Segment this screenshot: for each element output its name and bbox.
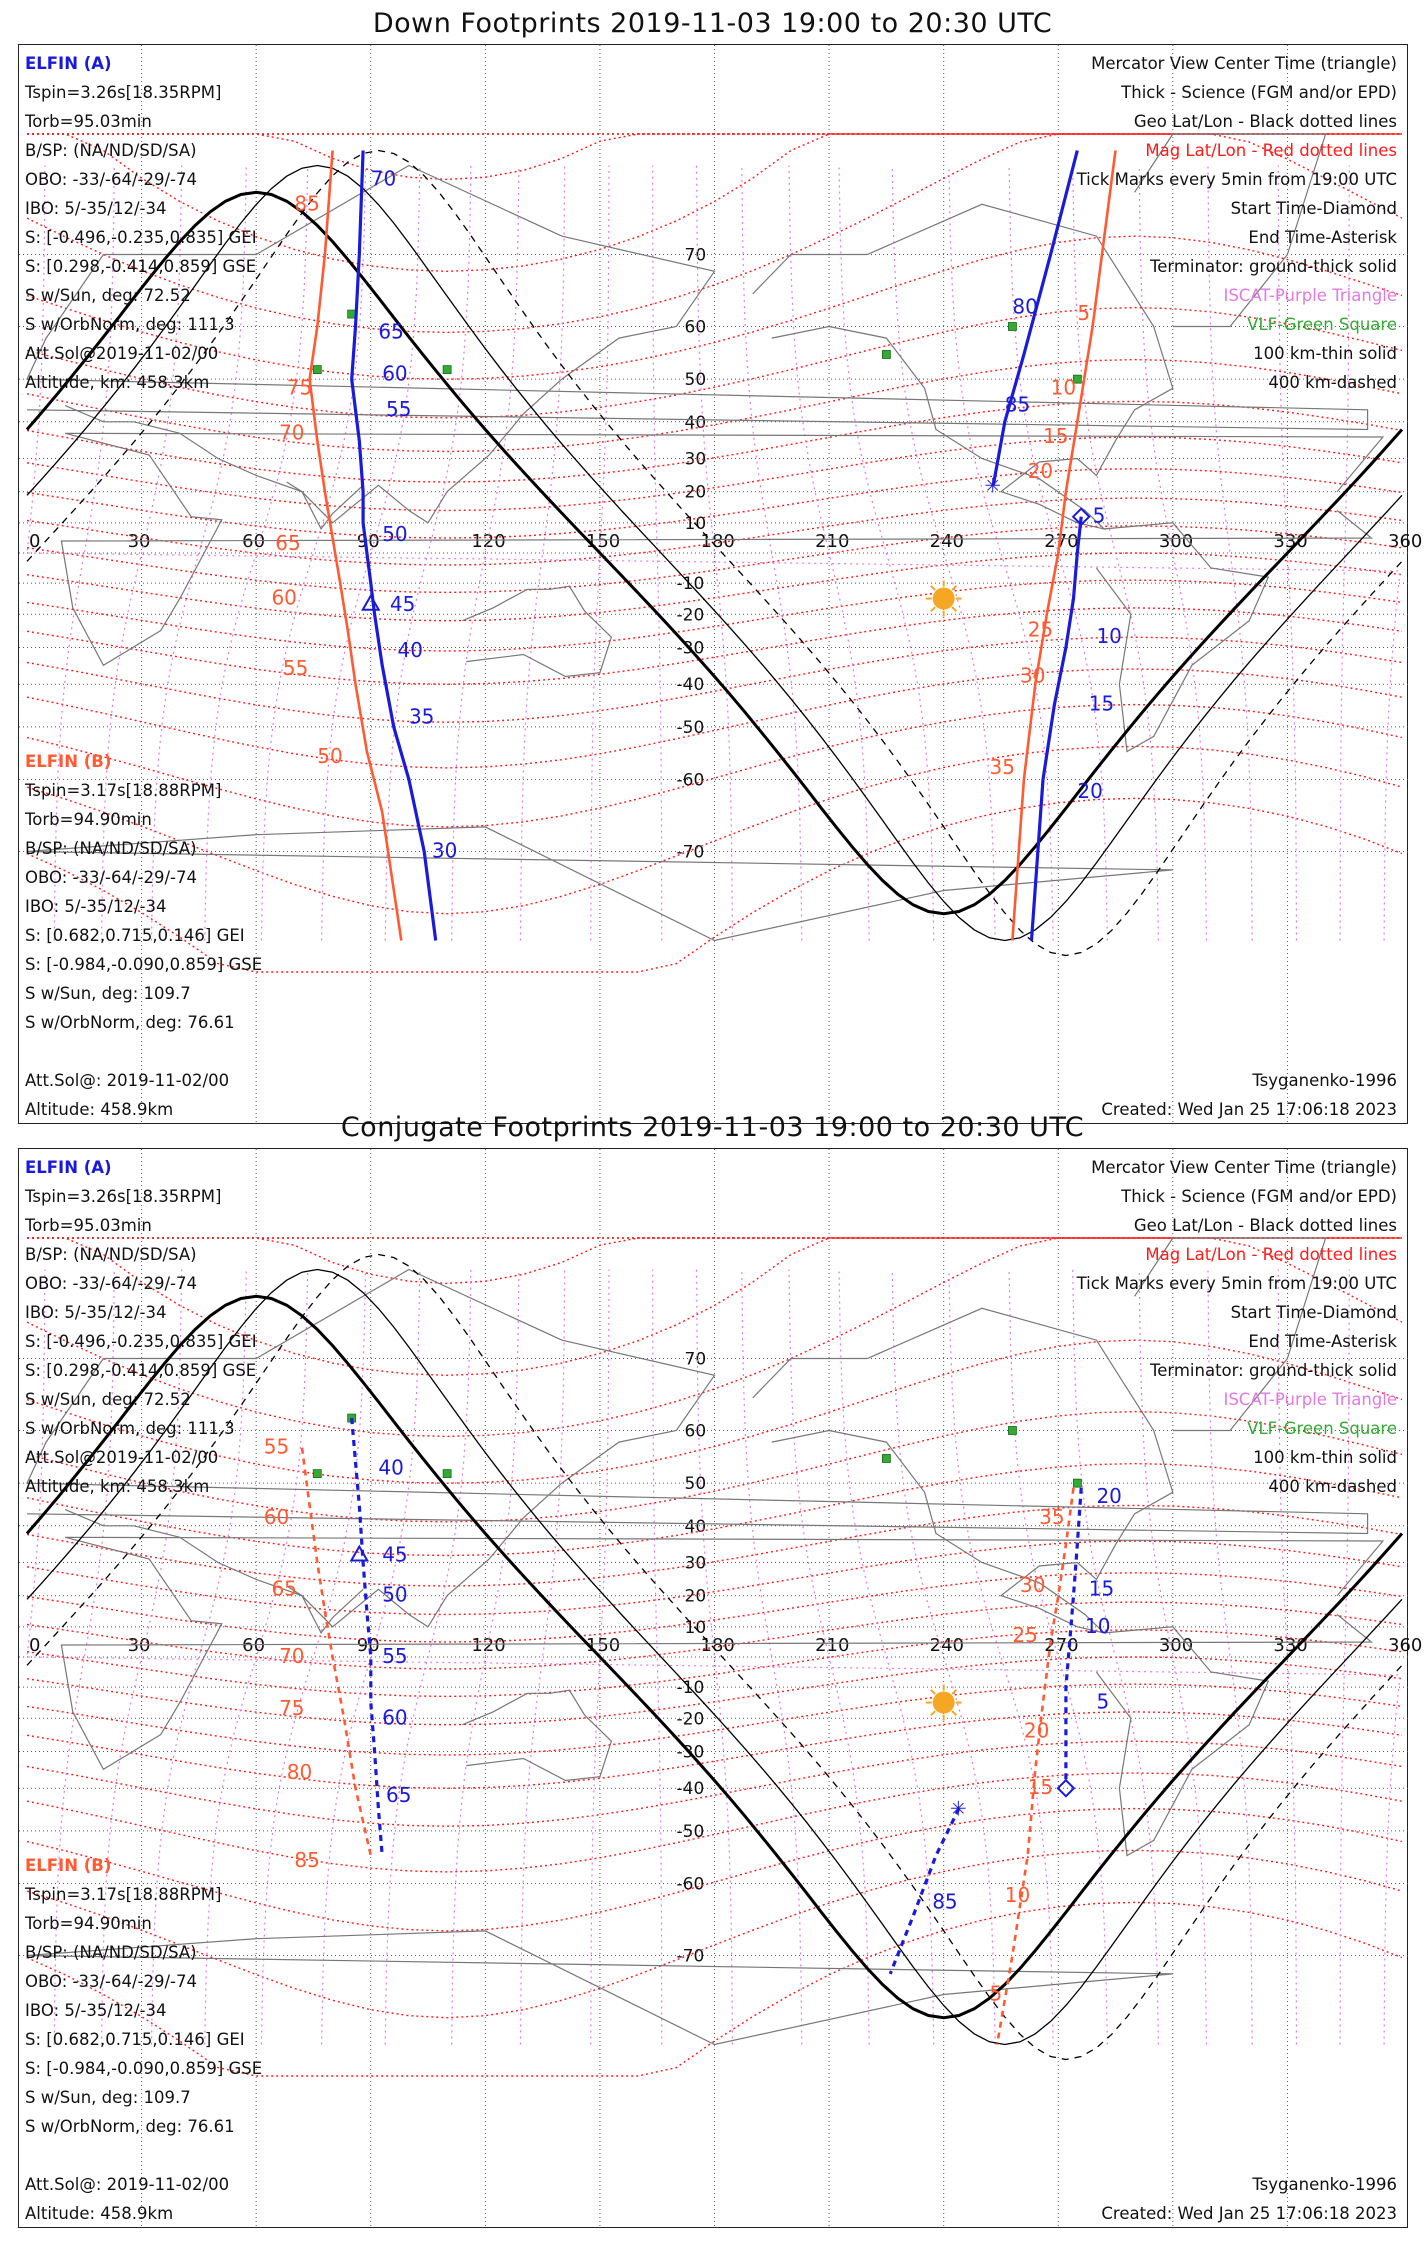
elfin-b-tick-label: 60 [271,585,297,610]
lon-tick-label: 150 [585,531,621,552]
elfin-a-tick-label: 40 [378,1455,404,1480]
elfin-b-name: ELFIN (B) [25,1856,112,1875]
legend-item: ISCAT-Purple Triangle [1223,286,1397,305]
vlf-square-icon [443,1470,451,1478]
lon-tick-label: 0 [29,1635,41,1656]
lat-tick-label: -40 [676,1779,705,1800]
lat-tick-label: 20 [684,1586,707,1607]
elfin-b-tick-label: 65 [275,530,301,555]
panel2-model: Tsyganenko-1996 [1252,2175,1397,2194]
mag-lat-line [27,1712,1402,1788]
legend-item: 400 km-dashed [1268,1477,1397,1496]
coastline-shape [462,586,611,676]
panel2-footer-altitude: Altitude: 458.9km [25,2204,174,2223]
lon-tick-label: 300 [1158,1635,1194,1656]
legend-item: 100 km-thin solid [1253,1448,1397,1467]
elfin-a-tick-label: 35 [408,704,435,729]
lat-tick-label: 70 [684,245,707,266]
elfin-b-tick-label: 80 [286,1759,313,1784]
legend-item: VLF-Green Square [1247,1419,1397,1438]
lon-tick-label: 300 [1158,531,1194,552]
lat-tick-label: 40 [684,412,707,433]
elfin-b-tick-label: 75 [279,1695,305,1720]
elfin-b-tick-label: 5 [1077,301,1091,326]
vlf-square-icon [882,1454,890,1462]
legend-item: VLF-Green Square [1247,315,1397,334]
lon-tick-label: 0 [29,531,41,552]
lat-tick-label: 70 [684,1349,707,1370]
panel2-map [18,1148,1423,2228]
sun-ray [931,586,935,590]
elfin-b-tick-label: 35 [1039,1504,1065,1529]
lat-tick-label: -70 [676,842,705,863]
elfin-b-tick-label: 65 [271,1576,297,1601]
elfin-a-track-south [1032,517,1082,941]
elfin-a-name: ELFIN (A) [25,1158,112,1177]
lon-tick-label: 60 [242,531,266,552]
legend-item: Mag Lat/Lon - Red dotted lines [1145,1245,1397,1264]
end-asterisk-icon: ✳ [949,1796,967,1821]
vlf-square-icon [882,350,890,358]
lat-tick-label: -60 [676,1874,705,1895]
elfin-b-line: S: [0.682,0.715,0.146] GEI [25,2030,245,2049]
elfin-a-tick-label: 10 [1096,624,1122,649]
elfin-a-line: Torb=95.03min [25,1216,152,1235]
coastline-shape [462,1690,611,1780]
legend-item: Geo Lat/Lon - Black dotted lines [1133,112,1397,131]
vlf-square-icon [1008,1426,1016,1434]
lat-tick-label: 60 [684,317,707,338]
elfin-a-tick-label: 45 [382,1542,408,1567]
elfin-b-tick-label: 25 [1027,617,1054,642]
elfin-b-tick-label: 55 [282,655,309,680]
elfin-b-tick-label: 10 [1004,1882,1031,1907]
elfin-a-tick-label: 85 [932,1889,958,1914]
elfin-b-line: S: [-0.984,-0.090,0.859] GSE [25,955,263,974]
elfin-a-tick-label: 5 [1096,1689,1110,1714]
legend-item: Start Time-Diamond [1230,1303,1397,1322]
elfin-a-line: Tspin=3.26s[18.35RPM] [25,83,222,102]
panel1-footer-left: Att.Sol@: 2019-11-02/00 [25,1071,230,1090]
elfin-b-tick-label: 55 [263,1434,290,1459]
elfin-a-tick-label: 70 [370,166,397,191]
elfin-b-line: S w/OrbNorm, deg: 76.61 [25,2117,235,2136]
sun-ray [931,607,935,611]
panel1-title: Down Footprints 2019-11-03 19:00 to 20:30 UTC [372,8,1053,39]
panel1-elfin-b-info [25,747,262,1037]
lon-tick-label: 330 [1273,531,1308,552]
vlf-square-icon [313,1470,321,1478]
elfin-b-tick-label: 25 [1012,1622,1038,1647]
lon-tick-label: 180 [700,1635,735,1656]
lon-tick-label: 60 [242,1635,266,1656]
lon-tick-label: 360 [1388,531,1423,552]
mag-lat-line [27,580,1402,651]
lon-tick-label: 240 [929,1635,965,1656]
end-asterisk-icon: ✳ [984,473,1002,498]
elfin-a-tick-label: 20 [1096,1483,1122,1508]
panel1-elfin-a-info [25,49,257,397]
lat-tick-label: 50 [684,370,707,391]
lon-tick-label: 360 [1388,1635,1423,1656]
vlf-square-icon [313,366,321,374]
elfin-b-line: Tspin=3.17s[18.88RPM] [25,781,222,800]
lat-tick-label: 50 [684,1474,707,1495]
panel2-created: Created: Wed Jan 25 17:06:18 2023 [1101,2204,1397,2223]
sun-ray [952,607,956,611]
elfin-a-line: S: [0.298,-0.414,0.859] GSE [25,257,257,276]
lat-tick-label: 30 [684,449,707,470]
lat-tick-label: -30 [676,638,705,659]
elfin-a-tick-label: 65 [378,319,404,344]
lat-tick-label: -10 [676,1678,705,1699]
elfin-b-line: OBO: -33/-64/-29/-74 [25,1972,197,1991]
elfin-b-tick-label: 75 [286,375,313,400]
elfin-a-tick-label: 20 [1077,778,1103,803]
legend-item: Tick Marks every 5min from 19:00 UTC [1076,1274,1397,1293]
sun-disk [933,1692,955,1714]
elfin-a-tick-label: 45 [389,591,416,616]
elfin-a-tick-label: 10 [1084,1613,1111,1638]
elfin-a-tick-label: 5 [1092,503,1106,528]
legend-item: Thick - Science (FGM and/or EPD) [1121,1187,1397,1206]
lat-tick-label: -70 [676,1946,705,1967]
lon-tick-label: 330 [1273,1635,1308,1656]
elfin-a-tick-label: 30 [431,838,458,863]
sun-disk [933,588,955,610]
elfin-a-line: Att.Sol@2019-11-02/00 [25,1448,219,1467]
lat-tick-label: -20 [676,605,705,626]
elfin-b-line: S w/OrbNorm, deg: 76.61 [25,1013,235,1032]
sun-icon [926,1685,962,1721]
elfin-b-line: IBO: 5/-35/12/-34 [25,2001,167,2020]
lon-tick-label: 210 [815,531,850,552]
elfin-a-line: S: [0.298,-0.414,0.859] GSE [25,1361,257,1380]
elfin-b-tick-label: 35 [989,754,1015,779]
legend-item: Start Time-Diamond [1230,199,1397,218]
elfin-a-line: IBO: 5/-35/12/-34 [25,1303,167,1322]
elfin-b-tick-label: 70 [279,420,305,445]
elfin-a-name: ELFIN (A) [25,54,112,73]
elfin-a-tick-label: 60 [382,1705,408,1730]
lat-tick-label: 30 [684,1553,707,1574]
panel2-elfin-a-info [25,1153,257,1501]
lon-tick-label: 150 [585,1635,621,1656]
elfin-b-tick-label: 30 [1020,663,1046,688]
panel2-footer-left: Att.Sol@: 2019-11-02/00 [25,2175,230,2194]
view-center-triangle-icon [351,1547,367,1561]
legend-item: 400 km-dashed [1268,373,1397,392]
panel2-legend [1077,1153,1397,1501]
lon-tick-label: 240 [929,531,965,552]
legend-item: Geo Lat/Lon - Black dotted lines [1133,1216,1397,1235]
sun-ray [952,1711,956,1715]
elfin-a-tick-label: 85 [1004,392,1031,417]
elfin-b-tick-label: 85 [294,1847,320,1872]
lon-tick-label: 90 [356,531,380,552]
elfin-b-line: S w/Sun, deg: 109.7 [25,2088,191,2107]
elfin-a-tick-label: 55 [386,396,412,421]
sun-ray [931,1690,935,1694]
elfin-a-line: S w/Sun, deg: 72.52 [25,286,191,305]
elfin-b-line: B/SP: (NA/ND/SD/SA) [25,1943,197,1962]
mag-lon-line [261,1270,365,2045]
panel1-created: Created: Wed Jan 25 17:06:18 2023 [1101,1100,1397,1119]
lat-tick-label: 60 [684,1421,707,1442]
legend-item: End Time-Asterisk [1248,1332,1397,1351]
legend-item: Terminator: ground-thick solid [1149,1361,1397,1380]
elfin-a-line: S w/OrbNorm, deg: 111.3 [25,1419,235,1438]
elfin-b-tick-label: 15 [1027,1775,1054,1800]
elfin-b-tick-label: 20 [1023,1718,1050,1743]
mag-lat-line [27,608,1402,684]
sun-icon [926,581,962,617]
elfin-a-tick-label: 15 [1088,1576,1115,1601]
mag-lat-line [27,1684,1402,1755]
lat-tick-label: 10 [684,1617,707,1638]
elfin-a-tick-label: 40 [397,637,423,662]
panel2-elfin-b-info [25,1851,262,2141]
panel1-footer-altitude: Altitude: 458.9km [25,1100,174,1119]
elfin-b-line: S w/Sun, deg: 109.7 [25,984,191,1003]
lon-tick-label: 30 [127,531,151,552]
elfin-b-tick-label: 10 [1050,375,1077,400]
elfin-b-tick-label: 60 [263,1504,290,1529]
elfin-b-tick-label: 70 [279,1644,305,1668]
elfin-b-line: S: [0.682,0.715,0.146] GEI [25,926,245,945]
legend-item: Thick - Science (FGM and/or EPD) [1121,83,1397,102]
elfin-b-tick-label: 15 [1042,424,1069,449]
lon-tick-label: 270 [1044,531,1079,552]
elfin-a-line: Altitude, km: 458.3km [25,373,210,392]
lon-tick-label: 180 [700,531,735,552]
lat-tick-label: -50 [676,1821,705,1842]
elfin-a-line: Att.Sol@2019-11-02/00 [25,344,219,363]
lon-tick-label: 210 [815,1635,850,1656]
legend-item: Mercator View Center Time (triangle) [1091,1158,1397,1177]
legend-item: Mercator View Center Time (triangle) [1091,54,1397,73]
elfin-a-tick-label: 60 [382,361,408,386]
elfin-a-line: B/SP: (NA/ND/SD/SA) [25,1245,197,1264]
lat-tick-label: -20 [676,1709,705,1730]
vlf-square-icon [1008,322,1016,330]
lat-tick-label: 20 [684,482,707,503]
sun-ray [931,1711,935,1715]
lat-tick-label: -60 [676,770,705,791]
elfin-a-tick-label: 55 [382,1644,408,1668]
elfin-b-tick-label: 5 [989,1981,1003,2006]
elfin-a-line: IBO: 5/-35/12/-34 [25,199,167,218]
lat-tick-label: 10 [684,513,707,534]
elfin-a-line: S w/Sun, deg: 72.52 [25,1390,191,1409]
legend-item: Terminator: ground-thick solid [1149,257,1397,276]
lat-tick-label: -50 [676,717,705,738]
elfin-a-line: S w/OrbNorm, deg: 111.3 [25,315,235,334]
legend-item: Mag Lat/Lon - Red dotted lines [1145,141,1397,160]
lon-tick-label: 120 [471,1635,506,1656]
panel1-model: Tsyganenko-1996 [1252,1071,1397,1090]
lon-tick-label: 90 [356,1635,380,1656]
elfin-a-line: B/SP: (NA/ND/SD/SA) [25,141,197,160]
elfin-a-tick-label: 15 [1088,691,1115,716]
lat-tick-label: 40 [684,1516,707,1537]
elfin-b-tick-label: 20 [1027,459,1054,484]
elfin-a-line: OBO: -33/-64/-29/-74 [25,1274,197,1293]
elfin-b-tick-label: 30 [1020,1573,1046,1598]
panel1-legend [1077,49,1397,397]
lat-tick-label: -10 [676,574,705,595]
elfin-a-tick-label: 80 [1012,294,1038,319]
lon-tick-label: 30 [127,1635,151,1656]
legend-item: ISCAT-Purple Triangle [1223,1390,1397,1409]
elfin-b-line: Torb=94.90min [25,1914,152,1933]
lon-tick-label: 120 [471,531,506,552]
vlf-square-icon [443,366,451,374]
mag-lon-line [949,166,1053,941]
panel2-title: Conjugate Footprints 2019-11-03 19:00 to 20:30 UTC [340,1112,1085,1143]
elfin-b-line: IBO: 5/-35/12/-34 [25,897,167,916]
elfin-b-line: Torb=94.90min [25,810,152,829]
elfin-b-line: Tspin=3.17s[18.88RPM] [25,1885,222,1904]
elfin-b-line: B/SP: (NA/ND/SD/SA) [25,839,197,858]
lon-tick-label: 270 [1044,1635,1079,1656]
elfin-b-line: S: [-0.984,-0.090,0.859] GSE [25,2059,263,2078]
legend-item: Tick Marks every 5min from 19:00 UTC [1076,170,1397,189]
panel1-map [18,44,1423,1124]
lat-tick-label: -30 [676,1742,705,1763]
legend-item: End Time-Asterisk [1248,228,1397,247]
lat-tick-label: -40 [676,675,705,696]
mag-lon-line [949,1270,1053,2045]
elfin-b-tick-label: 50 [317,743,343,768]
elfin-b-tick-label: 85 [294,191,320,216]
elfin-a-tick-label: 50 [382,521,408,546]
elfin-b-line: OBO: -33/-64/-29/-74 [25,868,197,887]
elfin-a-line: Torb=95.03min [25,112,152,131]
elfin-a-line: Altitude, km: 458.3km [25,1477,210,1496]
elfin-a-line: S: [-0.496,-0.235,0.835] GEI [25,228,257,247]
elfin-a-line: S: [-0.496,-0.235,0.835] GEI [25,1332,257,1351]
elfin-a-tick-label: 65 [386,1783,412,1808]
legend-item: 100 km-thin solid [1253,344,1397,363]
elfin-a-line: OBO: -33/-64/-29/-74 [25,170,197,189]
elfin-a-tick-label: 50 [382,1582,408,1607]
elfin-b-name: ELFIN (B) [25,752,112,771]
elfin-a-line: Tspin=3.26s[18.35RPM] [25,1187,222,1206]
